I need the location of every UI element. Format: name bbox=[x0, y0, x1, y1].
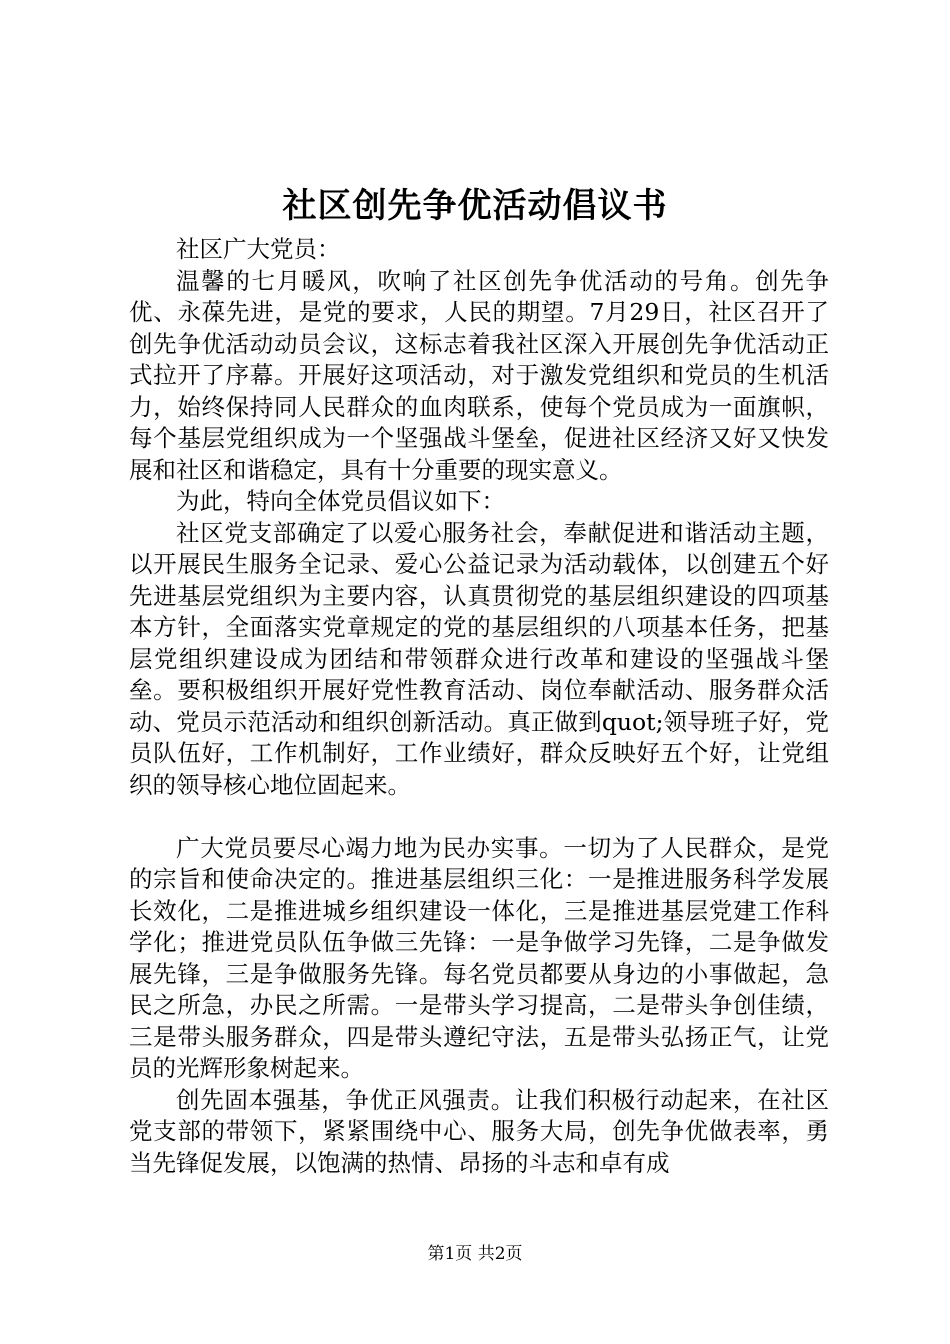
paragraph-proposal-lead: 为此，特向全体党员倡议如下： bbox=[176, 487, 505, 515]
document-title: 社区创先争优活动倡议书 bbox=[282, 186, 668, 226]
paragraph-intro: 温馨的七月暖风，吹响了社区创先争优活动的号角。创先争优、永葆先进，是党的要求，人民的期望。7月29日，社区召开了创先争优活动动员会议，这标志着我社区深入开展创先争优活动正式拉开了序幕。开展好这项活动，对于激发党组织和党员的生机活力，始终保持同人民群众的血肉联系，使每个党员成为一面旗帜，每个基层党组织成为一个坚强战斗堡垒，促进社区经济又好又快发展和社区和谐稳定，具有十分重要的现实意义。 bbox=[129, 266, 829, 484]
salutation: 社区广大党员： bbox=[176, 235, 341, 263]
paragraph-activity-theme: 社区党支部确定了以爱心服务社会，奉献促进和谐活动主题，以开展民生服务全记录、爱心公益记录为活动载体，以创建五个好先进基层党组织为主要内容，认真贯彻党的基层组织建设的四项基本方针，全面落实党章规定的党的基层组织的八项基本任务，把基层党组织建设成为团结和带领群众进行改革和建设的坚强战斗堡垒。要积极组织开展好党性教育活动、岗位奉献活动、服务群众活动、党员示范活动和组织创新活动。真正做到quot;领导班子好，党员队伍好，工作机制好，工作业绩好，群众反映好五个好，让党组织的领导核心地位固起来。 bbox=[129, 518, 829, 799]
paragraph-party-members: 广大党员要尽心竭力地为民办实事。一切为了人民群众，是党的宗旨和使命决定的。推进基层组织三化：一是推进服务科学发展长效化，二是推进城乡组织建设一体化，三是推进基层党建工作科学化；推进党员队伍争做三先锋：一是争做学习先锋，二是争做发展先锋，三是争做服务先锋。每名党员都要从身边的小事做起，急民之所急，办民之所需。一是带头学习提高，二是带头争创佳绩，三是带头服务群众，四是带头遵纪守法，五是带头弘扬正气，让党员的光辉形象树起来。 bbox=[129, 833, 829, 1082]
page-number-footer: 第1页 共2页 bbox=[427, 1244, 523, 1264]
document-body bbox=[129, 234, 829, 1179]
paragraph-call-to-action: 创先固本强基，争优正风强责。让我们积极行动起来，在社区党支部的带领下，紧紧围绕中心、服务大局，创先争优做表率，勇当先锋促发展，以饱满的热情、昂扬的斗志和卓有成 bbox=[129, 1085, 829, 1177]
